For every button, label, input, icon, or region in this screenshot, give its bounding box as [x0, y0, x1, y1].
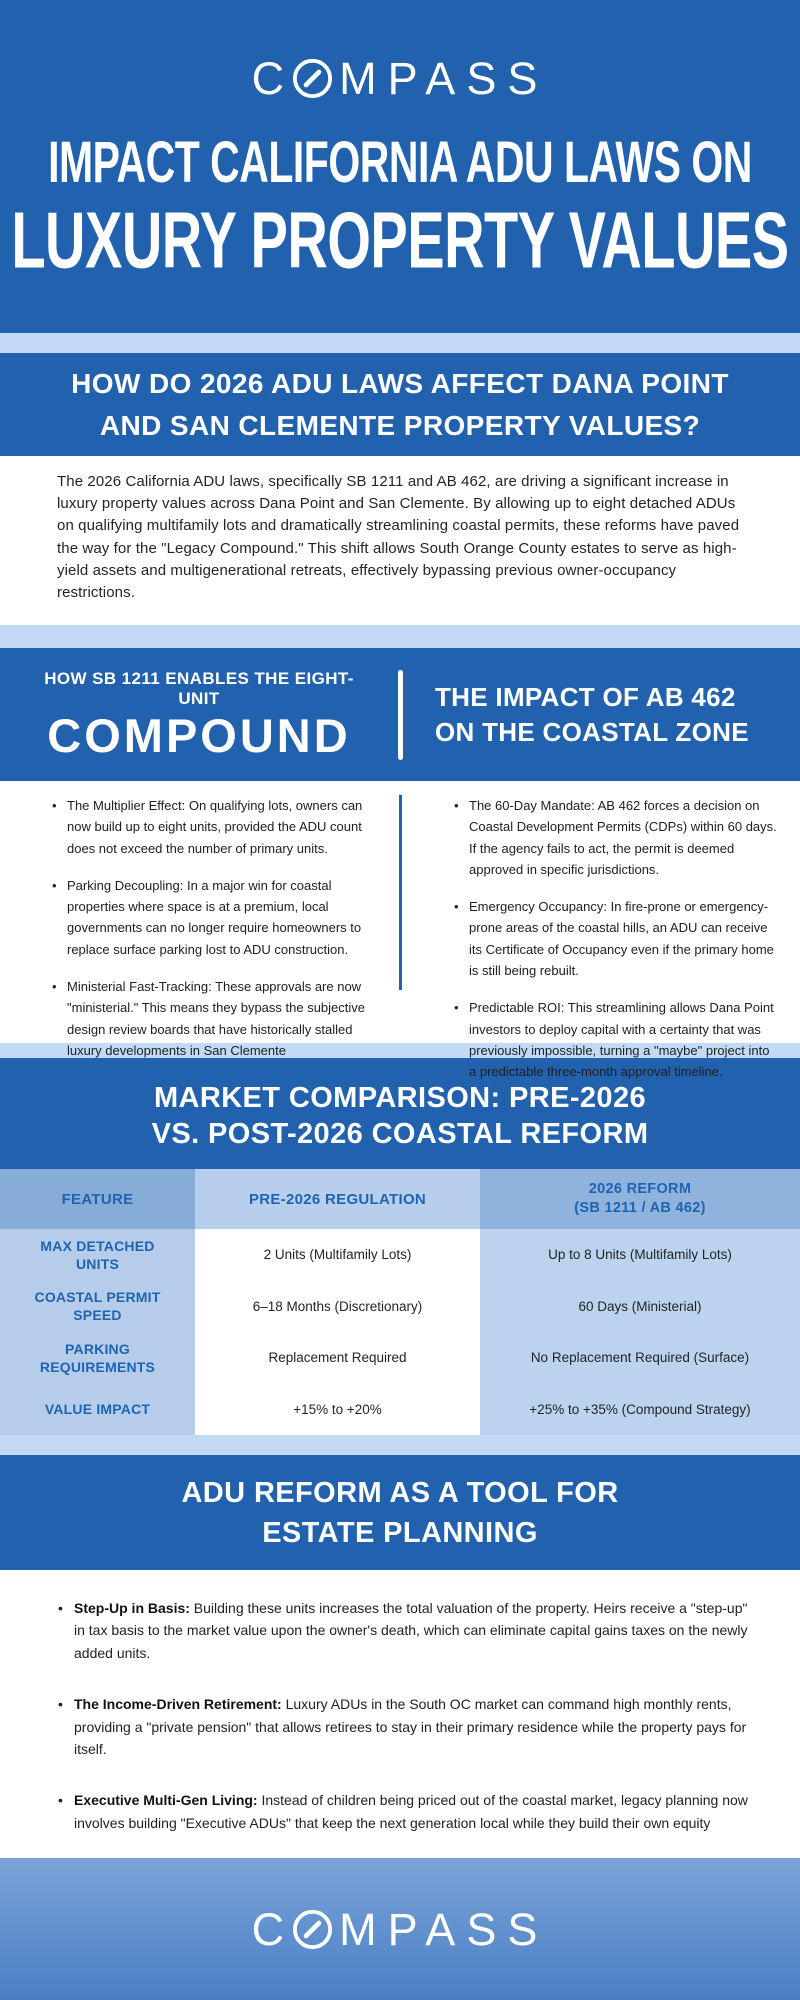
ab462-bullet-list: [402, 795, 800, 1099]
compound-details-section: [0, 781, 800, 1080]
ab462-heading-line2: ON THE COASTAL ZONE: [435, 716, 749, 747]
compass-logo: [251, 1903, 549, 1955]
estate-planning-section: [0, 1570, 800, 1858]
logo-text-mpass: MPASS: [339, 53, 549, 104]
bullet-lead: The Income-Driven Retirement:: [74, 1696, 282, 1713]
bullet-lead: Step-Up in Basis:: [74, 1600, 190, 1616]
sb1211-heading: [0, 669, 398, 760]
hero-title-line1: IMPACT CALIFORNIA ADU LAWS ON: [48, 129, 752, 195]
intro-paragraph: The 2026 California ADU laws, specifically SB 1211 and AB 462, are driving a significant increase in luxury property values across Dana Point and San Clemente. By allowing up to eight detached ADUs on qualifying multifamily lots and dramatically streamlining coastal permits, these reforms have paved the way for the "Legacy Compound." This shift allows South Orange County estates to serve as high-yield assets and multigenerational retreats, effectively bypassing previous owner-occupancy restrictions.: [57, 473, 740, 602]
divider-stripe: [0, 625, 800, 648]
hero-title-line2: LUXURY PROPERTY VALUES: [11, 195, 789, 285]
list-item: [58, 1789, 760, 1834]
table-cell: 2 Units (Multifamily Lots): [195, 1229, 480, 1281]
bullet-lead: Executive Multi-Gen Living:: [74, 1792, 258, 1809]
question-heading-line2: AND SAN CLEMENTE PROPERTY VALUES?: [99, 409, 701, 441]
table-cell: +25% to +35% (Compound Strategy): [480, 1384, 800, 1436]
logo-text-c: C: [251, 53, 296, 104]
logo-text-c: C: [251, 1903, 296, 1955]
list-item: • Predictable ROI: This streamlining allows Dana Point investors to deploy capital with a certainty that was previously impossible, turning a "maybe" project into a predictable three-month approval timeline.: [454, 997, 778, 1082]
list-item: [58, 1693, 760, 1760]
ab462-heading-line1: THE IMPACT OF AB 462: [435, 681, 736, 712]
divider-stripe: [0, 1435, 800, 1455]
compass-o-icon: [291, 57, 334, 100]
compass-logo: [251, 53, 549, 104]
bullet-text: Luxury ADUs in the South OC market can command high monthly rents, providing a "private pension" that allows retirees to stay in their primary residence while the property pays for itself.: [74, 1696, 747, 1758]
estate-heading-line1: ADU REFORM AS A TOOL FOR: [181, 1476, 619, 1509]
hero-title: [11, 129, 789, 289]
list-item: • The 60-Day Mandate: AB 462 forces a decision on Coastal Development Permits (CDPs) within 60 days. If the agency fails to act, the permit is deemed approved in specific jurisdictions.: [454, 795, 778, 880]
estate-bullet-list: [58, 1597, 760, 1834]
table-header-2026-line2: (SB 1211 / AB 462): [574, 1200, 706, 1216]
list-item: • The Multiplier Effect: On qualifying lots, owners can now build up to eight units, provided the ADU count does not exceed the number of primary units.: [52, 795, 376, 859]
divider-stripe: [0, 333, 800, 353]
table-header-2026-reform: [480, 1169, 800, 1229]
estate-heading-line2: ESTATE PLANNING: [262, 1516, 538, 1549]
table-row-label: MAX DETACHED UNITS: [0, 1229, 195, 1281]
bullet-text: Building these units increases the total valuation of the property. Heirs receive a "step-up" in tax basis to the market value upon the owner's death, which can eliminate capital gains taxes on the newly added units.: [74, 1600, 748, 1661]
table-header-feature: FEATURE: [0, 1169, 195, 1229]
sb1211-bullet-list: [0, 795, 398, 1099]
market-heading-line1: MARKET COMPARISON: PRE-2026: [153, 1081, 647, 1114]
list-item: • Ministerial Fast-Tracking: These approvals are now "ministerial." This means they bypass the subjective design review boards that have historically stalled luxury developments in San Clemente: [52, 976, 376, 1061]
market-heading-line2: VS. POST-2026 COASTAL REFORM: [151, 1117, 649, 1150]
table-cell: 60 Days (Ministerial): [480, 1281, 800, 1333]
table-cell: 6–18 Months (Discretionary): [195, 1281, 480, 1333]
footer-section: [0, 1858, 800, 2000]
table-header-2026-line1: 2026 REFORM: [588, 1181, 692, 1197]
estate-planning-heading: [0, 1455, 800, 1570]
table-cell: No Replacement Required (Surface): [480, 1332, 800, 1384]
intro-section: [0, 456, 800, 625]
compound-header-band: [0, 648, 800, 781]
table-row-label: COASTAL PERMIT SPEED: [0, 1281, 195, 1333]
table-cell: +15% to +20%: [195, 1384, 480, 1436]
sb1211-kicker: HOW SB 1211 ENABLES THE EIGHT-UNIT: [44, 668, 354, 708]
ab462-heading: [402, 680, 800, 750]
list-item: [58, 1597, 760, 1664]
compass-o-icon: [291, 1908, 334, 1951]
table-header-pre2026: PRE-2026 REGULATION: [195, 1169, 480, 1229]
table-cell: Up to 8 Units (Multifamily Lots): [480, 1229, 800, 1281]
comparison-table: [0, 1169, 800, 1435]
question-section: [0, 353, 800, 456]
bullet-text: Instead of children being priced out of the coastal market, legacy planning now involves building "Executive ADUs" that keep the next generation local while they build their own equity: [74, 1792, 748, 1831]
list-item: • Emergency Occupancy: In fire-prone or emergency-prone areas of the coastal hills, an ADU can receive its Certificate of Occupancy even if the primary home is still being rebuilt.: [454, 896, 778, 981]
table-row-label: PARKING REQUIREMENTS: [0, 1332, 195, 1384]
logo-text-mpass: MPASS: [339, 1903, 549, 1955]
hero-section: [0, 0, 800, 333]
question-heading-line1: HOW DO 2026 ADU LAWS AFFECT DANA POINT: [71, 367, 729, 399]
list-item: • Parking Decoupling: In a major win for coastal properties where space is at a premium, local governments can no longer require homeowners to replace surface parking lost to ADU construction.: [52, 875, 376, 960]
table-cell: Replacement Required: [195, 1332, 480, 1384]
table-row-label: VALUE IMPACT: [0, 1384, 195, 1436]
sb1211-title: COMPOUND: [47, 708, 351, 762]
